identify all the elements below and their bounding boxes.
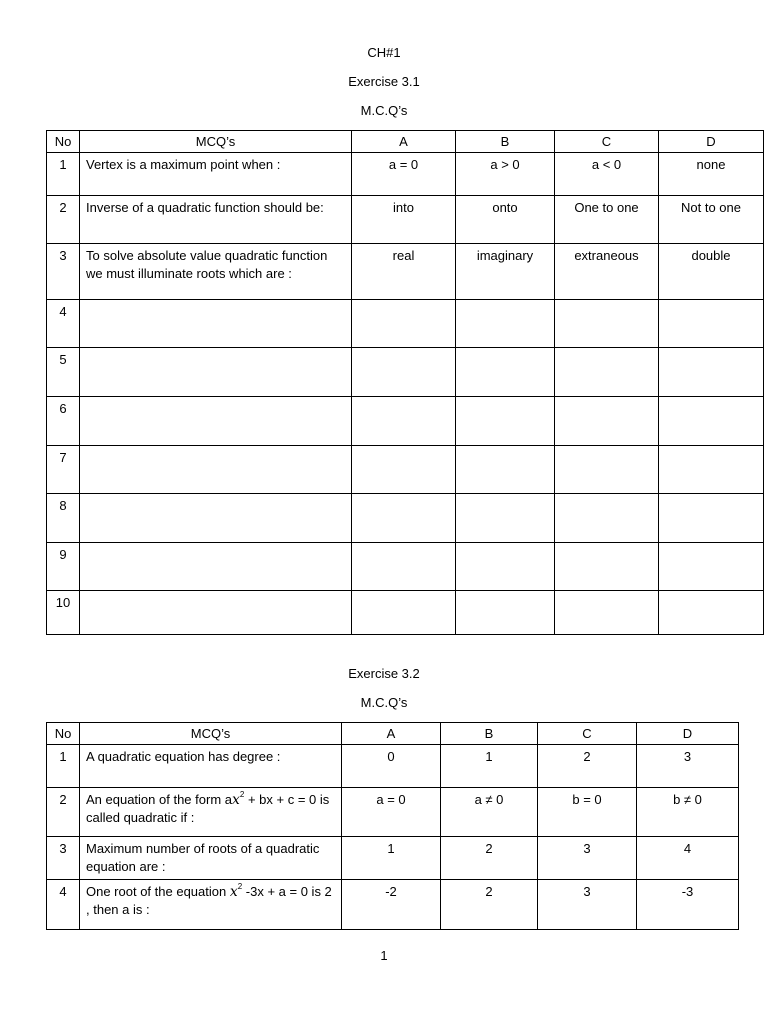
option-b: a > 0 [456,153,555,196]
table-row [47,300,764,348]
option-a: a = 0 [342,788,441,837]
table-row [47,397,764,446]
option-c [555,348,659,397]
exercise-3-2-title: Exercise 3.2 [348,666,420,681]
option-a [352,446,456,494]
header-d: D [659,131,764,153]
row-number: 4 [47,300,80,348]
table-row [47,153,764,196]
option-d: Not to one [659,196,764,244]
question-text [80,494,352,543]
table-row [47,591,764,635]
option-d [659,591,764,635]
option-d [659,300,764,348]
header-a: A [352,131,456,153]
option-a: 1 [342,837,441,880]
option-b [456,300,555,348]
option-c [555,300,659,348]
row-number: 2 [47,196,80,244]
option-c: 3 [538,880,637,930]
row-number: 6 [47,397,80,446]
option-d: -3 [637,880,739,930]
header-a: A [342,723,441,745]
option-d [659,397,764,446]
option-a [352,300,456,348]
table-row [47,745,739,788]
question-text: To solve absolute value quadratic function we must illuminate roots which are : [80,244,352,300]
option-d [659,543,764,591]
option-a: into [352,196,456,244]
header-d: D [637,723,739,745]
exercise-3-1-title: Exercise 3.1 [348,74,420,89]
exercise-3-2-table [46,722,739,930]
question-text [80,880,342,930]
option-d: none [659,153,764,196]
option-c [555,591,659,635]
option-a [352,348,456,397]
option-d [659,348,764,397]
option-d: double [659,244,764,300]
row-number: 2 [47,788,80,837]
option-c [555,494,659,543]
exponent: 2 [239,790,245,799]
header-c: C [538,723,637,745]
question-text: A quadratic equation has degree : [80,745,342,788]
row-number: 10 [47,591,80,635]
math-variable-x: x [231,792,240,808]
option-a: real [352,244,456,300]
row-number: 3 [47,837,80,880]
header-mcq: MCQ’s [80,131,352,153]
option-c: 2 [538,745,637,788]
header-no: No [47,131,80,153]
row-number: 4 [47,880,80,930]
option-b [456,348,555,397]
option-a [352,494,456,543]
question-text-start: An equation of the form a [86,792,232,807]
table-row [47,244,764,300]
option-b: 2 [441,880,538,930]
table-row [47,348,764,397]
math-variable-x: x [229,884,238,900]
row-number: 1 [47,745,80,788]
option-a: 0 [342,745,441,788]
option-b [456,494,555,543]
option-b [456,591,555,635]
option-a: a = 0 [352,153,456,196]
option-d: 4 [637,837,739,880]
option-c [555,446,659,494]
question-text-start: One root of the equation [86,884,230,899]
option-c: extraneous [555,244,659,300]
question-text [80,446,352,494]
question-text-end: + bx + c = 0 is called quadratic if : [86,792,330,825]
table-row [47,494,764,543]
page-number: 1 [380,948,388,963]
option-d [659,494,764,543]
question-text [80,348,352,397]
option-c: 3 [538,837,637,880]
option-b: a ≠ 0 [441,788,538,837]
exercise-3-1-subtitle: M.C.Q’s [360,103,408,118]
table-header-row [47,723,739,745]
question-text [80,397,352,446]
option-d: b ≠ 0 [637,788,739,837]
option-c: b = 0 [538,788,637,837]
option-d [659,446,764,494]
option-c [555,397,659,446]
option-b [456,543,555,591]
table-row [47,543,764,591]
option-a [352,591,456,635]
question-text [80,591,352,635]
option-c: a < 0 [555,153,659,196]
question-text: Maximum number of roots of a quadratic equation are : [80,837,342,880]
row-number: 8 [47,494,80,543]
option-b: 2 [441,837,538,880]
question-text [80,788,342,837]
question-text: Vertex is a maximum point when : [80,153,352,196]
row-number: 9 [47,543,80,591]
option-c: One to one [555,196,659,244]
question-text [80,300,352,348]
header-b: B [441,723,538,745]
exercise-3-1-table [46,130,764,635]
table-row [47,788,739,837]
row-number: 7 [47,446,80,494]
exercise-3-2-subtitle: M.C.Q’s [360,695,408,710]
table-row [47,196,764,244]
option-b [456,397,555,446]
table-row [47,837,739,880]
option-a [352,543,456,591]
table-row [47,880,739,930]
row-number: 3 [47,244,80,300]
table-row [47,446,764,494]
header-b: B [456,131,555,153]
option-b [456,446,555,494]
option-a: -2 [342,880,441,930]
question-text: Inverse of a quadratic function should be: [80,196,352,244]
option-a [352,397,456,446]
row-number: 1 [47,153,80,196]
question-text [80,543,352,591]
header-c: C [555,131,659,153]
question-text-end: -3x + a = 0 is 2 , then a is : [86,884,332,917]
option-c [555,543,659,591]
option-b: onto [456,196,555,244]
table-header-row [47,131,764,153]
exponent: 2 [237,882,243,891]
option-b: imaginary [456,244,555,300]
option-d: 3 [637,745,739,788]
header-mcq: MCQ’s [80,723,342,745]
chapter-heading: CH#1 [367,45,401,60]
header-no: No [47,723,80,745]
row-number: 5 [47,348,80,397]
option-b: 1 [441,745,538,788]
